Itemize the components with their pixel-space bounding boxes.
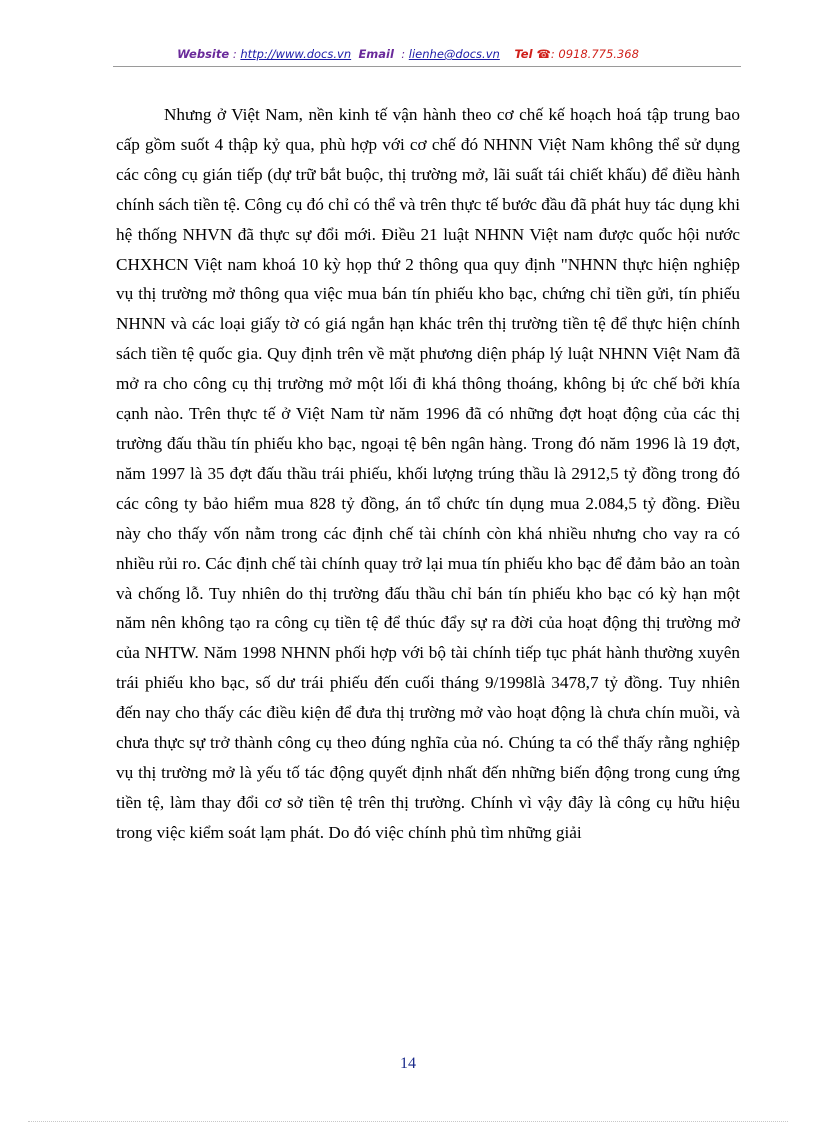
tel-value: 0918.775.368 <box>558 47 639 61</box>
email-label: Email <box>358 47 394 61</box>
header-divider <box>113 66 741 67</box>
website-label: Website <box>177 47 230 61</box>
page-number: 14 <box>400 1055 416 1072</box>
email-separator: : <box>397 47 409 61</box>
tel-label: Tel ☎ <box>514 47 551 61</box>
page-header <box>0 46 816 62</box>
body-paragraph: Nhưng ở Việt Nam, nền kinh tế vận hành theo cơ chế kế hoạch hoá tập trung bao cấp gồm suốt 4 thập kỷ qua, phù hợp với cơ chế đó NHNN Việt Nam không thể sử dụng các công cụ gián tiếp (dự trữ bắt buộc, thị trường mở, lãi suất tái chiết khấu) để điều hành chính sách tiền tệ. Công cụ đó chỉ có thể và trên thực tế bước đầu đã phát huy tác dụng khi hệ thống NHVN đã thực sự đổi mới. Điều 21 luật NHNN Việt nam được quốc hội nước CHXHCN Việt nam khoá 10 kỳ họp thứ 2 thông qua quy định "NHNN thực hiện nghiệp vụ thị trường mở thông qua việc mua bán tín phiếu kho bạc, chứng chỉ tiền gửi, tín phiếu NHNN và các loại giấy tờ có giá ngắn hạn khác trên thị trường tiền tệ để thực hiện chính sách tiền tệ quốc gia. Quy định trên về mặt phương diện pháp lý luật NHNN Việt Nam đã mở ra cho công cụ thị trường mở một lối đi khá thông thoáng, không bị ức chế bởi khía cạnh nào. Trên thực tế ở Việt Nam từ năm 1996 đã có những đợt hoạt động của các thị trường đấu thầu tín phiếu kho bạc, ngoại tệ bên ngân hàng. Trong đó năm 1996 là 19 đợt, năm 1997 là 35 đợt đấu thầu trái phiếu, khối lượng trúng thầu là 2912,5 tỷ đồng trong đó các công ty bảo hiểm mua 828 tỷ đồng, án tổ chức tín dụng mua 2.084,5 tỷ đồng. Điều này cho thấy vốn nằm trong các định chế tài chính còn khá nhiều nhưng cho vay ra có nhiều rủi ro. Các định chế tài chính quay trở lại mua tín phiếu kho bạc để đảm bảo an toàn và chống lỗ. Tuy nhiên do thị trường đấu thầu chỉ bán tín phiếu kho bạc có kỳ hạn một năm nên không tạo ra công cụ tiền tệ để thúc đẩy sự ra đời của hoạt động thị trường mở của NHTW. Năm 1998 NHNN phối hợp với bộ tài chính tiếp tục phát hành thường xuyên trái phiếu kho bạc, số dư trái phiếu đến cuối tháng 9/1998là 3478,7 tỷ đồng. Tuy nhiên đến nay cho thấy các điều kiện để đưa thị trường mở vào hoạt động là chưa chín muồi, và chưa thực sự trở thành công cụ theo đúng nghĩa của nó. Chúng ta có thể thấy rằng nghiệp vụ thị trường mở là yếu tố tác động quyết định nhất đến những biến động trong cung ứng tiền tệ, làm thay đổi cơ sở tiền tệ trên thị trường. Chính vì vậy đây là công cụ hữu hiệu trong việc kiểm soát lạm phát. Do đó việc chính phủ tìm những giải <box>116 105 740 842</box>
email-link[interactable]: lienhe@docs.vn <box>408 47 500 61</box>
footer-divider <box>28 1121 788 1122</box>
website-link[interactable]: http://www.docs.vn <box>240 47 352 61</box>
tel-separator: : <box>550 47 559 61</box>
website-separator: : <box>229 47 241 61</box>
